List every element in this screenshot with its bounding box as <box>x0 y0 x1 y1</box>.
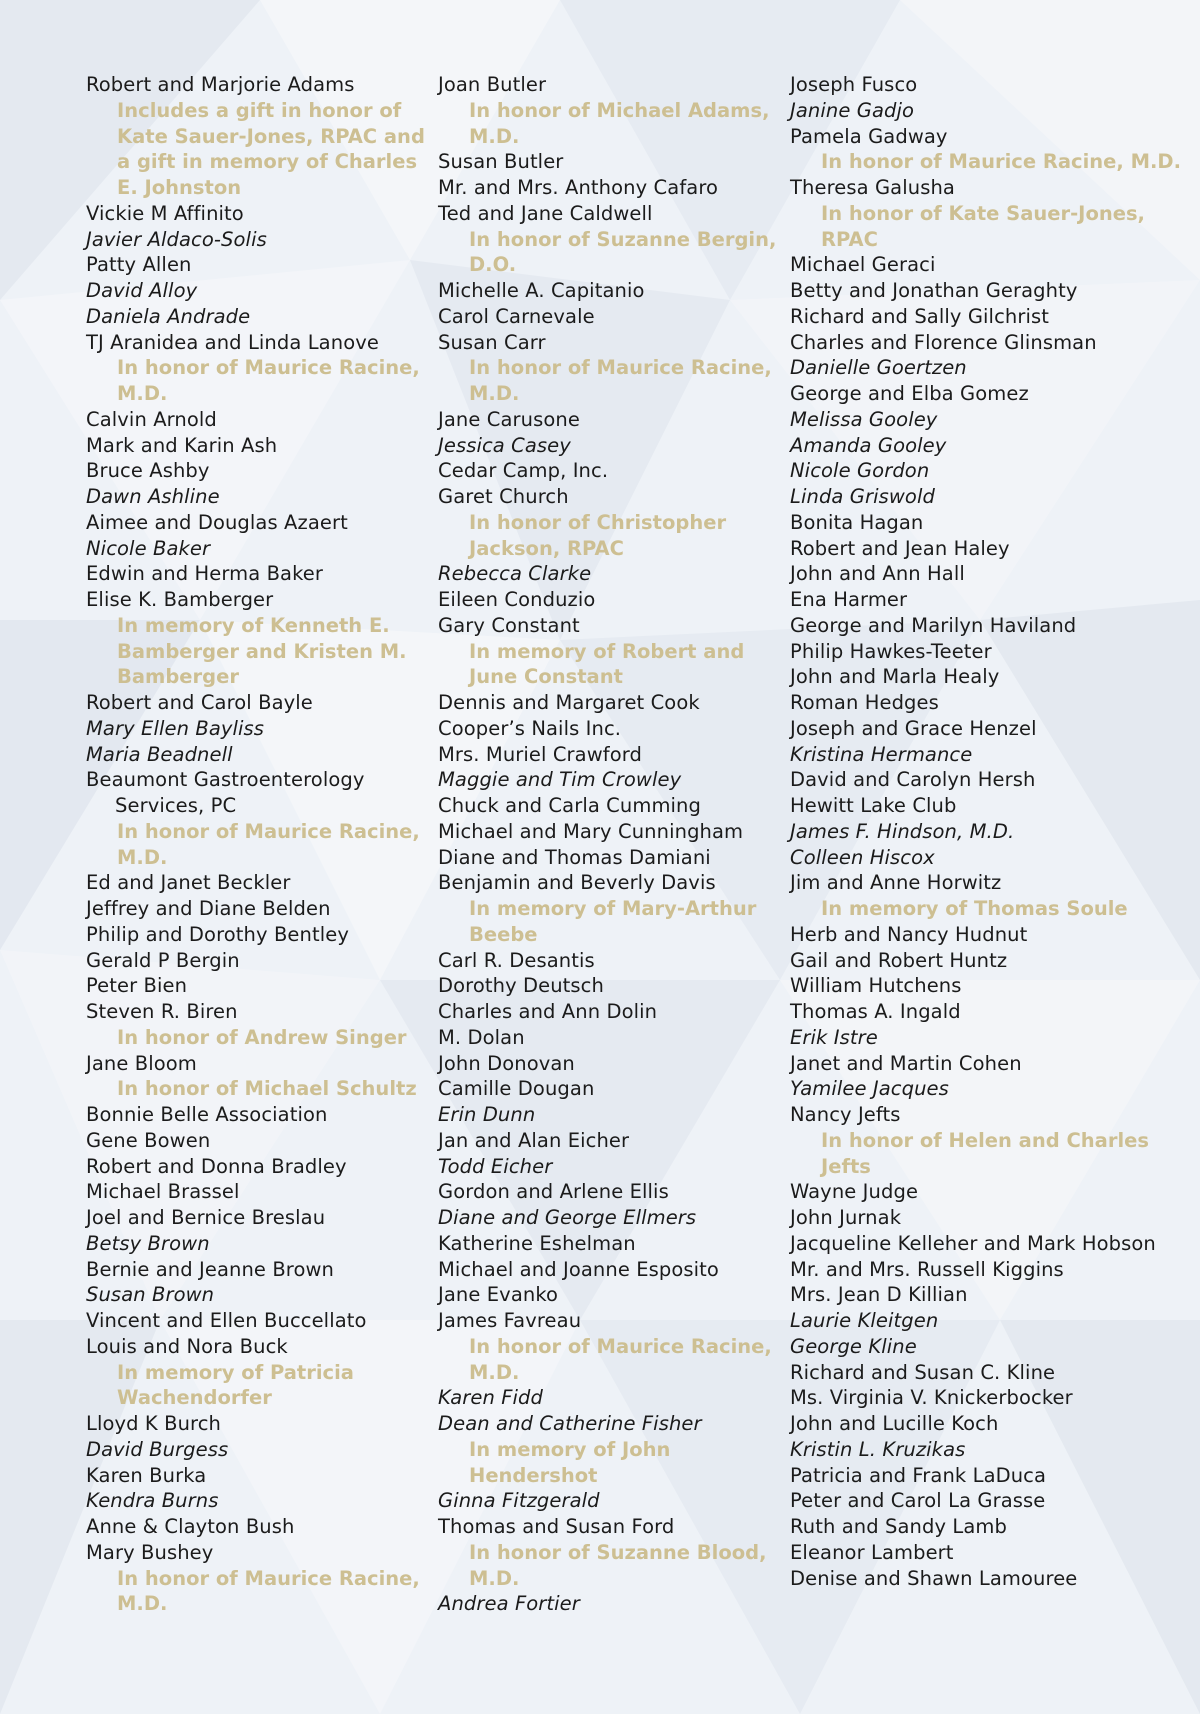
tribute-note: In honor of Maurice Racine, M.D. <box>117 356 420 405</box>
donor-name: Gail and Robert Huntz <box>790 948 1008 972</box>
donor-name: Susan Butler <box>438 150 564 174</box>
donor-name: David Alloy <box>86 279 198 302</box>
tribute-note: In honor of Maurice Racine, M.D. <box>821 150 1182 174</box>
donor-name: Janine Gadjo <box>790 98 915 122</box>
donor-name: John Jurnak <box>790 1206 902 1229</box>
donor-name: Danielle Goertzen <box>790 356 967 380</box>
donor-name: Hewitt Lake Club <box>790 794 957 817</box>
donor-name: Joel and Bernice Breslau <box>86 1206 326 1229</box>
donor-name: Mr. and Mrs. Russell Kiggins <box>790 1257 1064 1281</box>
donor-name: Charles and Ann Dolin <box>438 1000 658 1023</box>
donor-name: Bonnie Belle Association <box>86 1103 328 1126</box>
donor-column-2 <box>438 72 783 1617</box>
donor-name: Betty and Jonathan Geraghty <box>790 279 1078 302</box>
donor-name: Thomas and Susan Ford <box>438 1515 675 1538</box>
donor-name: Michael and Joanne Esposito <box>438 1257 719 1281</box>
donor-name: Robert and Donna Bradley <box>86 1154 347 1178</box>
donor-name: William Hutchens <box>790 974 962 998</box>
donor-name: Aimee and Douglas Azaert <box>86 510 348 534</box>
donor-name: Amanda Gooley <box>790 433 947 457</box>
donor-name: Ruth and Sandy Lamb <box>790 1515 1008 1538</box>
donor-name: Carl R. Desantis <box>438 948 595 972</box>
donor-name: Nicole Gordon <box>790 459 930 483</box>
donor-name: Andrea Fortier <box>438 1592 580 1616</box>
donor-name: Vincent and Ellen Buccellato <box>86 1309 367 1332</box>
donor-name: M. Dolan <box>438 1025 525 1049</box>
donor-name: Gordon and Arlene Ellis <box>438 1180 669 1204</box>
donor-name: Bruce Ashby <box>86 459 210 483</box>
donor-name: Beaumont Gastroenterology Services, PC <box>86 768 365 817</box>
donor-name: Michael and Mary Cunningham <box>438 819 744 843</box>
tribute-note: In memory of Kenneth E. Bamberger and Kristen M. Bamberger <box>117 613 407 689</box>
donor-name: Yamilee Jacques <box>790 1077 949 1101</box>
donor-name: Katherine Eshelman <box>438 1231 636 1255</box>
donor-name: Wayne Judge <box>790 1180 919 1204</box>
donor-name: Gary Constant <box>438 613 580 637</box>
donor-name: Laurie Kleitgen <box>790 1309 939 1332</box>
tribute-note: In honor of Michael Adams, M.D. <box>469 98 770 148</box>
donor-name: Janet and Martin Cohen <box>790 1051 1022 1075</box>
donor-name: Nancy Jefts <box>790 1103 901 1126</box>
donor-name: Mr. and Mrs. Anthony Cafaro <box>438 176 719 199</box>
donor-name: Diane and Thomas Damiani <box>438 845 711 869</box>
donor-name: Philip Hawkes-Teeter <box>790 639 992 663</box>
donor-name: Jane Carusone <box>438 407 580 431</box>
donor-name: Anne & Clayton Bush <box>86 1515 295 1538</box>
donor-name: Karen Burka <box>86 1463 207 1487</box>
tribute-note: In honor of Kate Sauer-Jones, RPAC <box>821 201 1145 251</box>
tribute-note: In honor of Michael Schultz <box>117 1077 417 1101</box>
donor-name: Jeffrey and Diane Belden <box>86 897 331 920</box>
donor-name: Roman Hedges <box>790 691 939 714</box>
donor-name: Lloyd K Burch <box>86 1412 222 1435</box>
tribute-note: In honor of Helen and Charles Jefts <box>821 1128 1149 1178</box>
tribute-note: In memory of John Hendershot <box>469 1437 671 1487</box>
donor-name: George and Elba Gomez <box>790 382 1029 405</box>
donor-name: Mark and Karin Ash <box>86 433 278 457</box>
donor-name: John Donovan <box>438 1051 575 1075</box>
donor-name: Ms. Virginia V. Knickerbocker <box>790 1386 1073 1410</box>
donor-name: Cedar Camp, Inc. <box>438 459 609 483</box>
donor-name: Robert and Carol Bayle <box>86 691 313 714</box>
tribute-note: In honor of Maurice Racine, M.D. <box>469 1334 772 1384</box>
donor-name: Joseph and Grace Henzel <box>790 716 1037 740</box>
donor-list <box>86 72 1200 1692</box>
donor-name: Eleanor Lambert <box>790 1540 954 1564</box>
donor-name: Ginna Fitzgerald <box>438 1489 600 1513</box>
donor-column-1 <box>86 72 431 1617</box>
donor-name: Betsy Brown <box>86 1231 210 1255</box>
donor-name: Ed and Janet Beckler <box>86 871 291 895</box>
donor-name: Karen Fidd <box>438 1386 544 1410</box>
donor-name: Diane and George Ellmers <box>438 1206 697 1229</box>
donor-column-3 <box>790 72 1190 1591</box>
donor-name: TJ Aranidea and Linda Lanove <box>86 330 379 354</box>
donor-name: John and Marla Healy <box>790 665 1000 689</box>
donor-name: Todd Eicher <box>438 1154 553 1178</box>
donor-name: Nicole Baker <box>86 536 211 560</box>
tribute-note: In honor of Maurice Racine, M.D. <box>469 356 772 405</box>
donor-name: John and Lucille Koch <box>790 1412 999 1435</box>
donor-name: Ted and Jane Caldwell <box>438 201 653 225</box>
donor-name: Herb and Nancy Hudnut <box>790 922 1028 946</box>
donor-name: Kendra Burns <box>86 1489 219 1513</box>
donor-name: Gerald P Bergin <box>86 948 240 972</box>
donor-name: Dawn Ashline <box>86 485 220 508</box>
donor-name: Louis and Nora Buck <box>86 1334 288 1358</box>
donor-name: Kristina Hermance <box>790 742 973 766</box>
donor-name: Melissa Gooley <box>790 407 938 431</box>
tribute-note: In memory of Thomas Soule <box>821 897 1128 920</box>
donor-name: Calvin Arnold <box>86 407 217 431</box>
tribute-note: In memory of Robert and June Constant <box>469 639 745 689</box>
donor-name: Michael Geraci <box>790 253 936 277</box>
tribute-note: In memory of Patricia Wachendorfer <box>117 1360 354 1410</box>
donor-name: Patricia and Frank LaDuca <box>790 1463 1047 1487</box>
donor-name: Philip and Dorothy Bentley <box>86 922 349 946</box>
donor-name: Pamela Gadway <box>790 124 948 148</box>
tribute-note: In memory of Mary-Arthur Beebe <box>469 897 757 946</box>
donor-name: Daniela Andrade <box>86 304 251 328</box>
donor-name: Jane Bloom <box>86 1051 197 1075</box>
donor-name: Susan Brown <box>86 1283 215 1307</box>
donor-name: James F. Hindson, M.D. <box>790 819 1015 843</box>
donor-name: Javier Aldaco-Solis <box>86 227 267 251</box>
donor-name: Gene Bowen <box>86 1128 211 1152</box>
donor-name: Michael Brassel <box>86 1180 240 1204</box>
donor-name: Elise K. Bamberger <box>86 588 274 611</box>
donor-name: Bernie and Jeanne Brown <box>86 1257 335 1281</box>
tribute-note: In honor of Maurice Racine, M.D. <box>117 1566 420 1616</box>
donor-name: Mrs. Jean D Killian <box>790 1283 968 1307</box>
donor-name: Garet Church <box>438 485 569 508</box>
donor-name: Steven R. Biren <box>86 1000 238 1023</box>
tribute-note: In honor of Andrew Singer <box>117 1025 407 1049</box>
donor-name: Peter Bien <box>86 974 188 998</box>
donor-name: David Burgess <box>86 1437 229 1461</box>
donor-name: Mrs. Muriel Crawford <box>438 742 643 766</box>
donor-name: Jim and Anne Horwitz <box>790 871 1002 895</box>
donor-name: Susan Carr <box>438 330 546 354</box>
donor-name: Kristin L. Kruzikas <box>790 1437 966 1461</box>
donor-name: Cooper’s Nails Inc. <box>438 716 622 740</box>
donor-name: Bonita Hagan <box>790 510 924 534</box>
donor-name: George and Marilyn Haviland <box>790 613 1077 637</box>
donor-name: Jessica Casey <box>438 433 571 457</box>
donor-name: Richard and Susan C. Kline <box>790 1360 1056 1384</box>
donor-name: Dennis and Margaret Cook <box>438 691 700 714</box>
donor-name: Jane Evanko <box>438 1283 559 1307</box>
donor-name: Robert and Jean Haley <box>790 536 1010 560</box>
donor-name: Erik Istre <box>790 1025 878 1049</box>
donor-name: Thomas A. Ingald <box>790 1000 961 1023</box>
donor-name: Erin Dunn <box>438 1103 536 1126</box>
donor-name: George Kline <box>790 1334 917 1358</box>
donor-name: Edwin and Herma Baker <box>86 562 324 586</box>
tribute-note: In honor of Suzanne Bergin, D.O. <box>469 227 777 277</box>
donor-name: Rebecca Clarke <box>438 562 592 586</box>
donor-name: Mary Ellen Bayliss <box>86 716 265 740</box>
donor-name: Camille Dougan <box>438 1077 595 1101</box>
donor-name: Colleen Hiscox <box>790 845 935 869</box>
donor-name: Vickie M Affinito <box>86 201 244 225</box>
tribute-note: In honor of Maurice Racine, M.D. <box>117 819 420 869</box>
donor-name: Robert and Marjorie Adams <box>86 73 355 96</box>
tribute-note: Includes a gift in honor of Kate Sauer-Jones, RPAC and a gift in memory of Charles E. Johnston <box>117 98 425 199</box>
donor-name: Richard and Sally Gilchrist <box>790 304 1049 328</box>
donor-name: Patty Allen <box>86 253 192 277</box>
donor-name: Peter and Carol La Grasse <box>790 1489 1046 1513</box>
donor-name: Carol Carnevale <box>438 304 595 328</box>
donor-name: Jan and Alan Eicher <box>438 1128 630 1152</box>
donor-name: Jacqueline Kelleher and Mark Hobson <box>790 1231 1156 1255</box>
donor-name: Chuck and Carla Cumming <box>438 794 701 817</box>
donor-name: Michelle A. Capitanio <box>438 279 645 302</box>
donor-name: Maggie and Tim Crowley <box>438 768 682 792</box>
donor-name: David and Carolyn Hersh <box>790 768 1036 792</box>
tribute-note: In honor of Christopher Jackson, RPAC <box>469 510 727 560</box>
donor-name: Denise and Shawn Lamouree <box>790 1566 1078 1590</box>
donor-name: Theresa Galusha <box>790 176 955 199</box>
tribute-note: In honor of Suzanne Blood, M.D. <box>469 1540 767 1590</box>
donor-name: Linda Griswold <box>790 485 935 508</box>
donor-name: Charles and Florence Glinsman <box>790 330 1097 354</box>
donor-name: Benjamin and Beverly Davis <box>438 871 716 895</box>
donor-name: Joseph Fusco <box>790 73 918 96</box>
donor-name: Dean and Catherine Fisher <box>438 1412 702 1435</box>
donor-name: Mary Bushey <box>86 1540 214 1564</box>
donor-name: Eileen Conduzio <box>438 588 596 611</box>
donor-name: Joan Butler <box>438 73 547 96</box>
donor-name: Ena Harmer <box>790 588 908 611</box>
donor-name: Maria Beadnell <box>86 742 233 766</box>
donor-name: Dorothy Deutsch <box>438 974 604 998</box>
donor-name: James Favreau <box>438 1309 582 1332</box>
donor-name: John and Ann Hall <box>790 562 965 586</box>
